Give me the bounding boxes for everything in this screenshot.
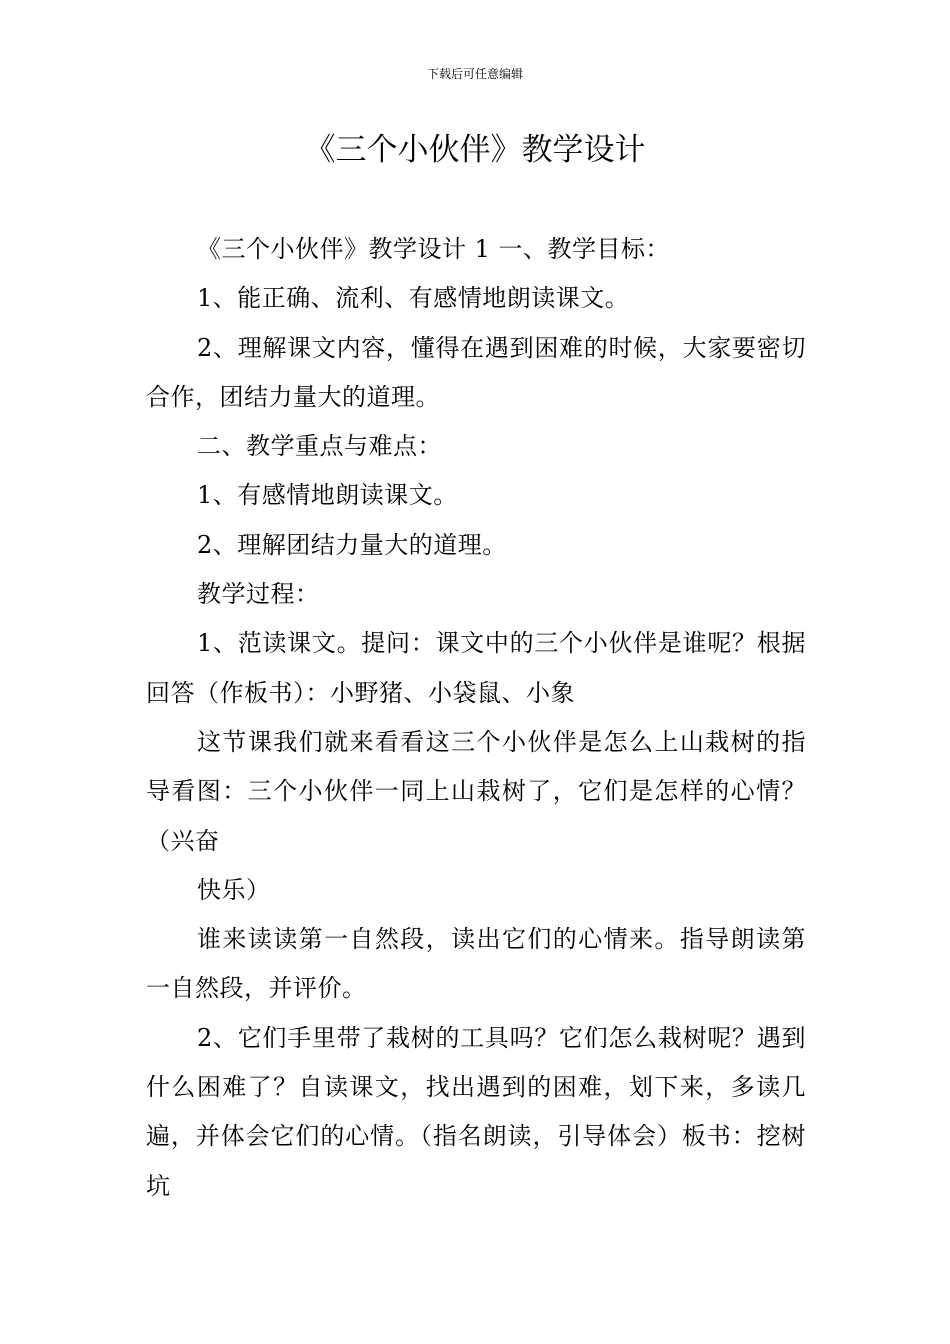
paragraph-key-point-1: 1、有感情地朗读课文。 — [197, 481, 458, 510]
paragraph-objective-1: 1、能正确、流利、有感情地朗读课文。 — [197, 284, 630, 313]
paragraph-guide-picture: 这节课我们就来看看这三个小伙伴是怎么上山栽树的指导看图：三个小伙伴一同上山栽树了，它们是怎样的心情？（兴奋 — [146, 727, 806, 855]
paragraph-read-first-section: 谁来读读第一自然段，读出它们的心情来。指导朗读第一自然段，并评价。 — [146, 925, 806, 1003]
document-title: 《三个小伙伴》教学设计 — [304, 132, 646, 168]
header-note: 下载后可任意编辑 — [426, 67, 523, 81]
paragraph-happy: 快乐） — [197, 875, 271, 904]
paragraph-key-point-2: 2、理解团结力量大的道理。 — [197, 530, 507, 559]
paragraph-process-heading: 教学过程： — [197, 580, 320, 609]
paragraph-step-2: 2、它们手里带了栽树的工具吗？它们怎么栽树呢？遇到什么困难了？自读课文，找出遇到的困难，划下来，多读几遍，并体会它们的心情。（指名朗读，引导体会）板书：挖树坑 — [146, 1023, 806, 1200]
paragraph-key-points-heading: 二、教学重点与难点： — [197, 432, 442, 461]
document-body — [146, 225, 806, 1211]
paragraph-objective-2: 2、理解课文内容，懂得在遇到困难的时候，大家要密切合作，团结力量大的道理。 — [146, 333, 806, 411]
paragraph-step-1: 1、范读课文。提问：课文中的三个小伙伴是谁呢？根据回答（作板书）：小野猪、小袋鼠、小象 — [146, 629, 806, 707]
paragraph-objectives-heading: 《三个小伙伴》教学设计 1 一、教学目标： — [197, 235, 671, 263]
